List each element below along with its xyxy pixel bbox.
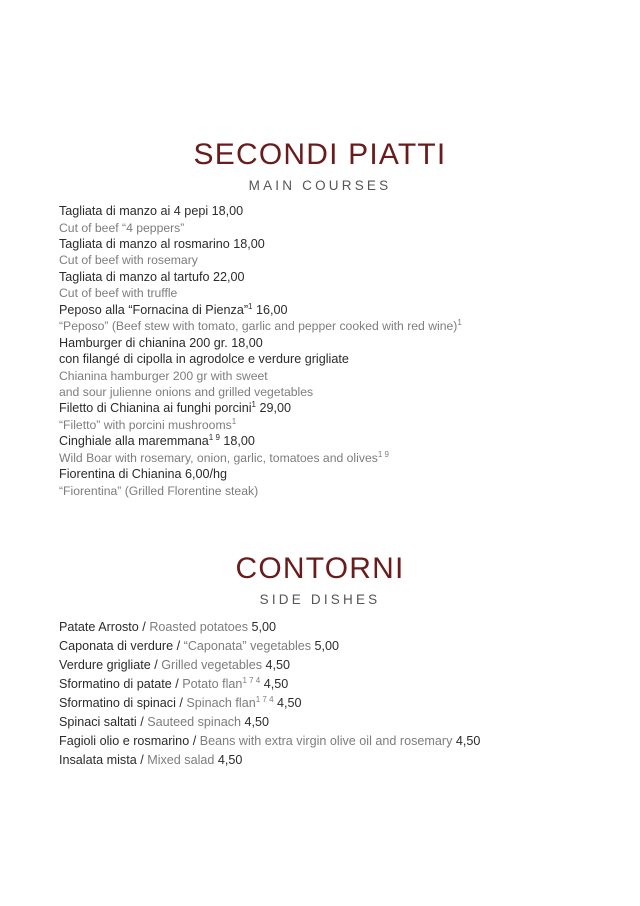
allergen-superscript: 1 9: [377, 449, 389, 459]
menu-item-english: Roasted potatoes: [149, 620, 249, 634]
menu-item-italian: Tagliata di manzo ai 4 pepi 18,00: [59, 204, 244, 218]
menu-item-english: Cut of beef with rosemary: [59, 253, 198, 268]
menu-item-english: “Caponata” vegetables: [183, 639, 312, 653]
menu-item-english: Beans with extra virgin olive oil and rosemary: [199, 734, 453, 748]
contorni-list: [59, 618, 640, 770]
menu-item-english: “Filetto” with porcini mushrooms: [59, 417, 232, 432]
allergen-superscript: 1: [231, 416, 237, 426]
secondi-piatti-list: [59, 203, 640, 499]
menu-item-italian-second-line: con filangé di cipolla in agrodolce e verdure grigliate: [59, 352, 349, 367]
section-title-secondi: SECONDI PIATTI: [193, 138, 447, 171]
menu-item-italian: Patate Arrosto /: [59, 620, 146, 634]
menu-item: [59, 713, 640, 732]
menu-item-english: Mixed salad: [147, 753, 215, 767]
menu-item-english: Sauteed spinach: [147, 715, 242, 729]
menu-item-price: 18,00: [223, 434, 255, 449]
menu-item-english: Chianina hamburger 200 gr with sweet: [59, 368, 268, 383]
allergen-superscript: 1 7 4: [242, 675, 261, 685]
menu-item-price: 5,00: [251, 620, 277, 634]
menu-item-italian: Spinaci saltati /: [59, 715, 144, 729]
menu-item: [59, 751, 640, 770]
menu-item-english: Cut of beef with truffle: [59, 286, 178, 301]
menu-item-english: Spinach flan: [186, 696, 256, 710]
menu-item: [59, 694, 640, 713]
menu-item-price: 4,50: [265, 658, 291, 672]
section-subtitle-contorni: SIDE DISHES: [259, 592, 381, 607]
menu-item-italian: Tagliata di manzo al tartufo 22,00: [59, 269, 245, 284]
menu-item: [59, 637, 640, 656]
allergen-superscript: 1: [457, 318, 462, 328]
menu-item-price: 4,50: [244, 715, 270, 729]
menu-item: [59, 335, 640, 401]
menu-item-price: 4,50: [455, 734, 481, 748]
menu-item: [59, 236, 640, 269]
menu-item: [59, 269, 640, 302]
menu-item-price: 4,50: [263, 677, 289, 691]
menu-item-price: 29,00: [259, 401, 291, 416]
menu-item-english-second-line: and sour julienne onions and grilled vegetables: [59, 385, 314, 400]
menu-item: [59, 675, 640, 694]
allergen-superscript: 1 9: [208, 433, 220, 443]
menu-item-italian: Fagioli olio e rosmarino /: [59, 734, 197, 748]
menu-item-italian: Filetto di Chianina ai funghi porcini: [59, 401, 252, 416]
menu-item: [59, 466, 640, 499]
menu-item: [59, 732, 640, 751]
menu-item-english: Wild Boar with rosemary, onion, garlic, tomatoes and olives: [59, 450, 378, 465]
menu-item-english: “Fiorentina” (Grilled Florentine steak): [59, 483, 259, 498]
menu-item-italian: Verdure grigliate /: [59, 658, 158, 672]
menu-item: [59, 433, 640, 466]
menu-item-italian: Peposo alla “Fornacina di Pienza”: [59, 302, 249, 317]
menu-item-italian-row: [59, 400, 640, 417]
menu-item-english-row: [59, 318, 640, 334]
menu-item: [59, 618, 640, 637]
menu-item-italian: Caponata di verdure /: [59, 639, 181, 653]
menu-item-italian: Tagliata di manzo al rosmarino 18,00: [59, 236, 265, 251]
menu-item: [59, 400, 640, 433]
menu-item-italian: Sformatino di spinaci /: [59, 696, 183, 710]
allergen-superscript: 1: [248, 301, 253, 311]
allergen-superscript: 1: [251, 400, 256, 410]
menu-item-italian: Insalata mista /: [59, 753, 144, 767]
menu-item-english: “Peposo” (Beef stew with tomato, garlic and pepper cooked with red wine): [59, 319, 458, 334]
menu-item-italian: Hamburger di chianina 200 gr. 18,00: [59, 335, 263, 350]
section-title-contorni: CONTORNI: [235, 552, 405, 585]
menu-item-italian-row: [59, 302, 640, 319]
secondi-piatti-header: [0, 138, 640, 193]
menu-item-english-row: [59, 417, 640, 433]
menu-item-price: 5,00: [314, 639, 340, 653]
menu-item: [59, 203, 640, 236]
allergen-superscript: 1 7 4: [255, 694, 274, 704]
menu-item-italian-row: [59, 433, 640, 450]
menu-item-english: Potato flan: [182, 677, 243, 691]
menu-item-price: 4,50: [277, 696, 302, 710]
menu-item: [59, 302, 640, 335]
menu-item: [59, 656, 640, 675]
menu-item-italian: Sformatino di patate /: [59, 677, 179, 691]
contorni-header: [0, 552, 640, 607]
section-subtitle-secondi: MAIN COURSES: [248, 178, 392, 193]
menu-item-italian: Cinghiale alla maremmana: [59, 434, 209, 449]
menu-item-english: Grilled vegetables: [161, 658, 263, 672]
menu-item-english: Cut of beef “4 peppers”: [59, 220, 185, 235]
menu-item-english-row: [59, 450, 640, 466]
menu-item-price: 16,00: [255, 302, 288, 317]
menu-item-italian: Fiorentina di Chianina 6,00/hg: [59, 467, 228, 482]
menu-item-price: 4,50: [217, 753, 243, 767]
